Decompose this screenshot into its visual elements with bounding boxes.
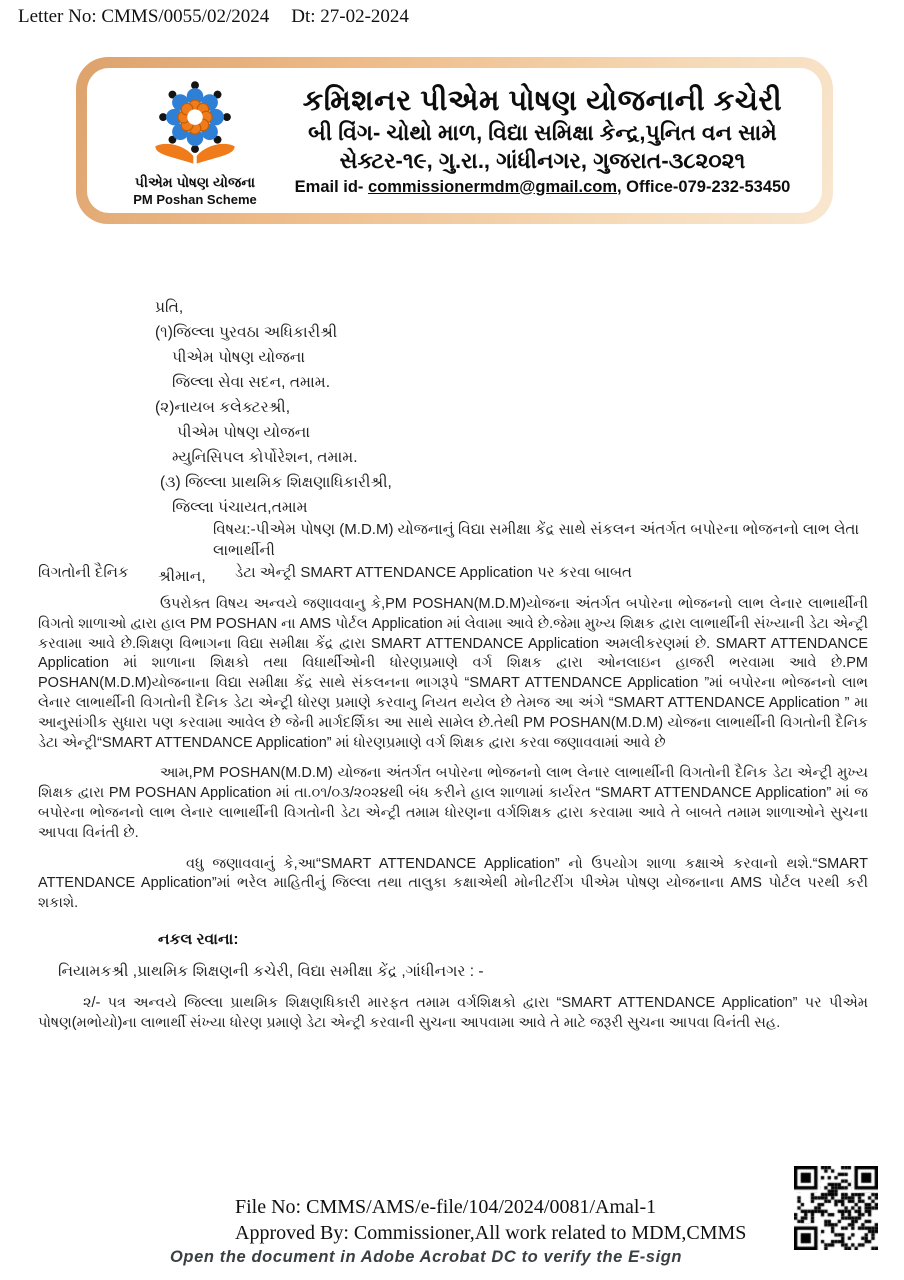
logo-caption-english: PM Poshan Scheme <box>133 192 257 208</box>
recipients-block <box>155 295 392 520</box>
recipient-line: (૧)જિલ્લા પુરવઠા અધિકારીશ્રી <box>155 324 338 341</box>
recipient-line: મ્યુનિસિપલ કોર્પોરેશન, તમામ. <box>172 449 358 466</box>
body-paragraph-1: ઉપરોક્ત વિષય અન્વયે જણાવવાનુ કે,PM POSHAN(M.D.M)યોજના અંતર્ગત બપોરના ભોજનનો લાભ લેનાર લાભાર્થીની વિગતો શાળાઓ દ્વારા હાલ PM POSHAN ના AMS પોર્ટલ Application માં લેવામા આવે છે.જેમા મુખ્ય શિક્ષક દ્વારા લાભાર્થીની સંખ્યાની ડેટા એન્ટ્રી કરવામા આવે છે.શિક્ષણ વિભાગના વિદ્યા સમીક્ષા કેંદ્ર દ્વારા SMART ATTENDANCE Application અમલીકરણમાં છે. SMART ATTENDANCE Application માં શાળાના શિક્ષકો તથા વિધાર્થીઓની ધોરણપ્રમાણે વર્ગ શિક્ષક દ્વારા ઓનલાઇન હાજરી ભરવામા આવે છે.PM POSHAN(M.D.M)યોજનાના વિદ્યા સમીક્ષા કેંદ્ર સાથે સંકલનના ભાગરૂપે “SMART ATTENDANCE Application ”માં બપોરના ભોજનનો લાભ લેનાર લાભાર્થીની વિગતોની દૈનિક ડેટા એન્ટ્રી ધોરણ પ્રમાણે કરવાનુ નિયત થયેલ છે તેમજ આ અંગે “SMART ATTENDANCE Application ” મા આનુસાંગીક સુધારા પણ કરવામા આવેલ છે જેની માર્ગદર્શિકા આ સાથે સામેલ છે.તેથી PM POSHAN(M.D.M) યોજના લાભાર્થીની વિગતોની દૈનિક ડેટા એન્ટ્રી“SMART ATTENDANCE Application” માં ધોરણપ્રમાણે વર્ગ શિક્ષક દ્વારા કરવા જણાવવામાં આવે છે <box>38 596 868 751</box>
recipient-line: જિલ્લા પંચાયત,તમામ <box>172 499 308 516</box>
pm-poshan-emblem-icon <box>143 74 247 174</box>
letter-date: Dt: 27-02-2024 <box>291 6 409 27</box>
recipient-line: જિલ્લા સેવા સદન, તમામ. <box>172 374 331 391</box>
open-book-left <box>155 144 193 164</box>
salutation: શ્રીમાન, <box>158 568 206 585</box>
letter-body <box>38 568 868 1034</box>
copy-to-heading: નકલ રવાના: <box>158 930 239 948</box>
file-number: File No: CMMS/AMS/e-file/104/2024/0081/Amal-1 <box>235 1196 657 1218</box>
copy-paragraph: ૨/- પત્ર અન્વયે જિલ્લા પ્રાથમિક શિક્ષણધિકારી મારફત તમામ વર્ગશિક્ષકો દ્વારા “SMART ATTENDANCE Application” પર પીએમ પોષણ(મભોયો)ના લાભાર્થી સંખ્યા ધોરણ પ્રમાણે ડેટા એન્ટ્રી કરવાની સુચના આપવામા આવે તે માટે જરૂરી સુચના આપવા વિનંતી સહ. <box>38 994 868 1031</box>
recipient-salutation: પ્રતિ, <box>155 299 184 316</box>
letterhead <box>76 57 833 224</box>
recipient-line: પીએમ પોષણ યોજના <box>172 349 306 366</box>
esign-verify-note: Open the document in Adobe Acrobat DC to verify the E-sign <box>170 1248 683 1266</box>
open-book-right <box>197 144 235 164</box>
logo-caption-gujarati: પીએમ પોષણ યોજના <box>134 173 256 190</box>
body-paragraph-2: આમ,PM POSHAN(M.D.M) યોજના અંતર્ગત બપોરના ભોજનનો લાભ લેનાર લાભાર્થીની વિગતોની દૈનિક ડેટા એન્ટ્રી મુખ્ય શિક્ષક દ્વારા PM POSHAN Application માં તા.૦૧/૦૩/૨૦૨૪થી બંધ કરીને હાલ શાળામાં કાર્યરત “SMART ATTENDANCE Application” માં જ બપોરના ભોજનનો લાભ લેનાર લાભાર્થીની વિગતોની ડેટા એન્ટ્રી તમામ ધોરણના વર્ગશિક્ષક દ્વારા કરવામા આવે તે બાબતે તમામ શાળાઓને સુચના આપવા વિનંતી છે. <box>38 765 868 841</box>
office-address-line1: બી વિંગ- ચોથો માળ, વિદ્યા સમિક્ષા કેન્દ્ર,પુનિત વન સામે <box>308 119 777 145</box>
copy-to-line: નિયામકશ્રી ,પ્રાથમિક શિક્ષણની કચેરી, વિદ્યા સમીક્ષા કેંદ્ર ,ગાંધીનગર : - <box>58 962 484 980</box>
contact-line <box>279 178 806 197</box>
subject-line1: વિષય:-પીએમ પોષણ (M.D.M) યોજનાનું વિદ્યા સમીક્ષા કેંદ્ર સાથે સંકલન અંતર્ગત બપોરના ભોજનનો લાભ લેતા લાભાર્થીની <box>213 521 860 559</box>
email-label: Email id- <box>294 177 368 196</box>
office-title: કમિશનર પીએમ પોષણ યોજનાની કચેરી <box>302 84 783 117</box>
recipient-line: (૩) જિલ્લા પ્રાથમિક શિક્ષણાધિકારીશ્રી, <box>160 474 392 491</box>
subject-line2-right: ડેટા એન્ટ્રી SMART ATTENDANCE Application પર કરવા બાબત <box>235 564 632 581</box>
letterhead-inner <box>87 68 822 213</box>
approved-by: Approved By: Commissioner,All work related to MDM,CMMS <box>235 1222 747 1244</box>
body-paragraph-3: વધુ જણાવવાનું કે,આ“SMART ATTENDANCE Application” નો ઉપયોગ શાળા કક્ષાએ કરવાનો થશે.“SMART ATTENDANCE Application”માં ભરેલ માહિતીનું જિલ્લા તથા તાલુકા કક્ષાએથી મોનીટરીંગ પીએમ પોષણ યોજનાના AMS પોર્ટલ પરથી કરી શકાશે. <box>38 855 868 912</box>
letter-number-line <box>18 6 409 28</box>
letterhead-text <box>279 85 806 197</box>
office-phone: , Office-079-232-53450 <box>617 177 791 196</box>
email-link[interactable]: commissionermdm@gmail.com <box>368 177 617 196</box>
letter-number: Letter No: CMMS/0055/02/2024 <box>18 6 270 27</box>
subject-line2-left: વિગતોની દૈનિક <box>38 564 129 581</box>
recipient-line: પીએમ પોષણ યોજના <box>177 424 311 441</box>
pm-poshan-logo <box>111 74 279 208</box>
office-address-line2: સેક્ટર-૧૯, ગુ.રા., ગાંધીનગર, ગુજરાત-૩૮૨૦૨૧ <box>339 147 746 173</box>
qr-code <box>794 1166 878 1250</box>
recipient-line: (૨)નાયબ કલેક્ટરશ્રી, <box>155 399 291 416</box>
